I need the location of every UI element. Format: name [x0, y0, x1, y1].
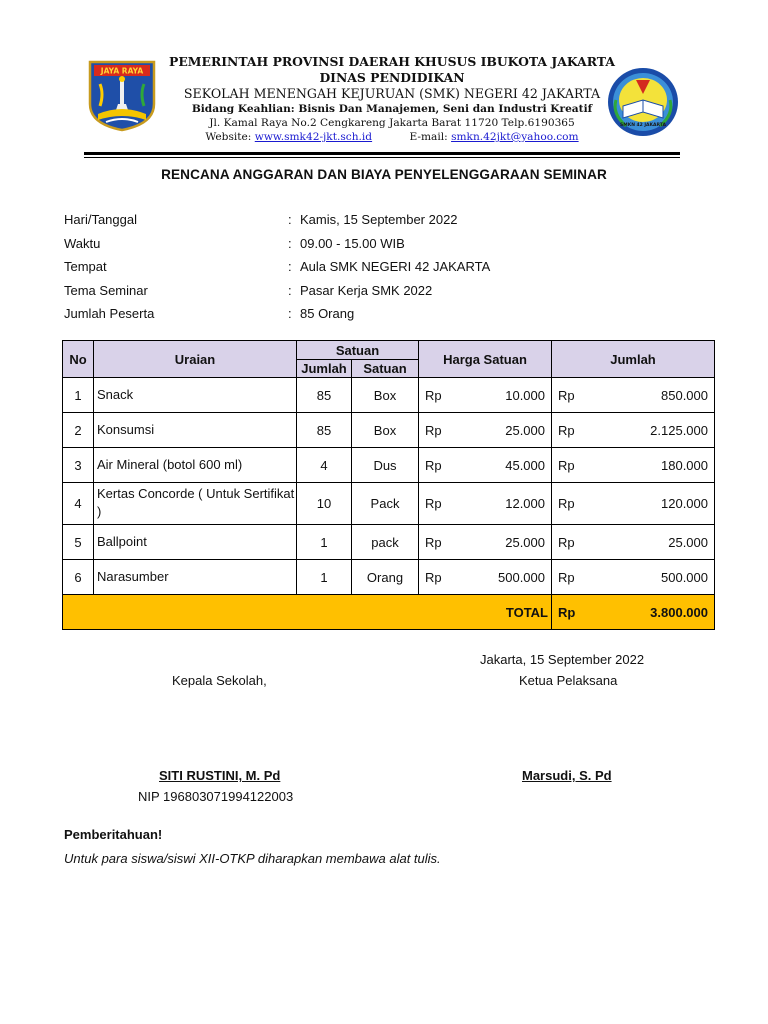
- letterhead: [0, 0, 768, 160]
- cell-no: 5: [63, 525, 94, 560]
- email-link[interactable]: smkn.42jkt@yahoo.com: [451, 131, 579, 143]
- info-colon: :: [288, 212, 292, 227]
- table-row: [63, 560, 715, 595]
- total-value: 3.800.000: [590, 595, 715, 630]
- cell-uraian: Konsumsi: [94, 413, 297, 448]
- cell-jumlah: 180.000: [590, 448, 715, 483]
- table-row: [63, 525, 715, 560]
- right-signatory-name: Marsudi, S. Pd: [522, 768, 612, 783]
- info-label: Hari/Tanggal: [64, 212, 137, 227]
- budget-table: [62, 340, 715, 630]
- cell-currency: Rp: [419, 378, 448, 413]
- info-value: 09.00 - 15.00 WIB: [300, 235, 405, 251]
- letterhead-text: [160, 54, 624, 144]
- cell-currency: Rp: [552, 483, 590, 525]
- left-signatory-role: Kepala Sekolah,: [172, 673, 267, 688]
- cell-jumlah: 850.000: [590, 378, 715, 413]
- cell-currency: Rp: [552, 525, 590, 560]
- info-label: Tema Seminar: [64, 282, 148, 298]
- cell-uraian: Narasumber: [94, 560, 297, 595]
- svg-text:JAYA RAYA: JAYA RAYA: [100, 66, 144, 76]
- total-label: TOTAL: [63, 595, 552, 630]
- info-colon: :: [288, 259, 292, 274]
- letterhead-rule-thick: [84, 152, 680, 155]
- header-jumlah-sub: Jumlah: [297, 360, 352, 378]
- school-logo-icon: [606, 66, 680, 138]
- cell-harga: 25.000: [448, 525, 552, 560]
- info-colon: :: [288, 306, 292, 321]
- cell-uraian: Air Mineral (botol 600 ml): [94, 448, 297, 483]
- cell-harga: 25.000: [448, 413, 552, 448]
- header-harga-satuan: Harga Satuan: [419, 341, 552, 378]
- table-row: [63, 378, 715, 413]
- cell-unit: Box: [352, 413, 419, 448]
- cell-qty: 85: [297, 378, 352, 413]
- letterhead-address: Jl. Kamal Raya No.2 Cengkareng Jakarta Barat 11720 Telp.6190365: [209, 117, 575, 129]
- cell-currency: Rp: [552, 560, 590, 595]
- info-label: Jumlah Peserta: [64, 306, 155, 321]
- cell-currency: Rp: [552, 448, 590, 483]
- cell-harga: 500.000: [448, 560, 552, 595]
- header-jumlah: Jumlah: [552, 341, 715, 378]
- cell-currency: Rp: [419, 525, 448, 560]
- cell-currency: Rp: [419, 413, 448, 448]
- info-value: Aula SMK NEGERI 42 JAKARTA: [300, 259, 491, 274]
- cell-currency: Rp: [552, 413, 590, 448]
- notice-text: Untuk para siswa/siswi XII-OTKP diharapkan membawa alat tulis.: [64, 851, 441, 866]
- right-signatory-role: Ketua Pelaksana: [519, 673, 618, 688]
- website-link[interactable]: www.smk42-jkt.sch.id: [254, 131, 373, 143]
- cell-unit: Box: [352, 378, 419, 413]
- cell-unit: Pack: [352, 483, 419, 525]
- letterhead-rule-thin: [84, 157, 680, 158]
- cell-jumlah: 120.000: [590, 483, 715, 525]
- letterhead-school-name: SEKOLAH MENENGAH KEJURUAN (SMK) NEGERI 42 JAKARTA: [183, 86, 601, 101]
- table-total-row: [63, 595, 715, 630]
- place-date: Jakarta, 15 September 2022: [480, 652, 645, 667]
- letterhead-expertise: Bidang Keahlian: Bisnis Dan Manajemen, Seni dan Industri Kreatif: [191, 103, 593, 115]
- total-currency: Rp: [552, 595, 590, 630]
- table-row: [63, 483, 715, 525]
- cell-harga: 45.000: [448, 448, 552, 483]
- cell-qty: 10: [297, 483, 352, 525]
- svg-text:SMKN 42 JAKARTA: SMKN 42 JAKARTA: [620, 123, 666, 128]
- letterhead-government: PEMERINTAH PROVINSI DAERAH KHUSUS IBUKOTA JAKARTA: [169, 54, 615, 69]
- info-label: Waktu: [64, 235, 101, 251]
- table-row: [63, 448, 715, 483]
- cell-unit: Dus: [352, 448, 419, 483]
- cell-unit: pack: [352, 525, 419, 560]
- cell-currency: Rp: [419, 483, 448, 525]
- cell-uraian: Kertas Concorde ( Untuk Sertifikat ): [94, 483, 297, 525]
- cell-jumlah: 25.000: [590, 525, 715, 560]
- cell-currency: Rp: [419, 560, 448, 595]
- header-satuan: Satuan: [297, 341, 419, 360]
- header-uraian: Uraian: [94, 341, 297, 378]
- info-value: 85 Orang: [300, 306, 355, 321]
- email-label: E-mail:: [409, 131, 448, 143]
- cell-no: 6: [63, 560, 94, 595]
- cell-no: 1: [63, 378, 94, 413]
- info-label: Tempat: [64, 259, 107, 274]
- cell-qty: 4: [297, 448, 352, 483]
- left-signatory-name: SITI RUSTINI, M. Pd: [159, 768, 281, 783]
- letterhead-contact: [160, 130, 624, 144]
- cell-currency: Rp: [552, 378, 590, 413]
- cell-no: 4: [63, 483, 94, 525]
- cell-harga: 10.000: [448, 378, 552, 413]
- table-header-row: [63, 341, 715, 360]
- cell-uraian: Snack: [94, 378, 297, 413]
- cell-jumlah: 2.125.000: [590, 413, 715, 448]
- cell-no: 2: [63, 413, 94, 448]
- jakarta-emblem-icon: [88, 60, 156, 132]
- info-colon: :: [288, 282, 292, 298]
- cell-jumlah: 500.000: [590, 560, 715, 595]
- info-value: Pasar Kerja SMK 2022: [300, 282, 433, 298]
- notice-title: Pemberitahuan!: [64, 827, 163, 842]
- header-no: No: [63, 341, 94, 378]
- cell-no: 3: [63, 448, 94, 483]
- website-label: Website:: [205, 131, 252, 143]
- cell-uraian: Ballpoint: [94, 525, 297, 560]
- document-title: RENCANA ANGGARAN DAN BIAYA PENYELENGGARAAN SEMINAR: [161, 167, 607, 182]
- cell-currency: Rp: [419, 448, 448, 483]
- cell-unit: Orang: [352, 560, 419, 595]
- cell-qty: 1: [297, 525, 352, 560]
- left-signatory-nip: NIP 196803071994122003: [138, 789, 294, 804]
- letterhead-department: DINAS PENDIDIKAN: [319, 70, 465, 85]
- cell-qty: 1: [297, 560, 352, 595]
- header-satuan-sub: Satuan: [352, 360, 419, 378]
- cell-qty: 85: [297, 413, 352, 448]
- info-colon: :: [288, 235, 292, 251]
- cell-harga: 12.000: [448, 483, 552, 525]
- table-row: [63, 413, 715, 448]
- info-value: Kamis, 15 September 2022: [300, 212, 458, 227]
